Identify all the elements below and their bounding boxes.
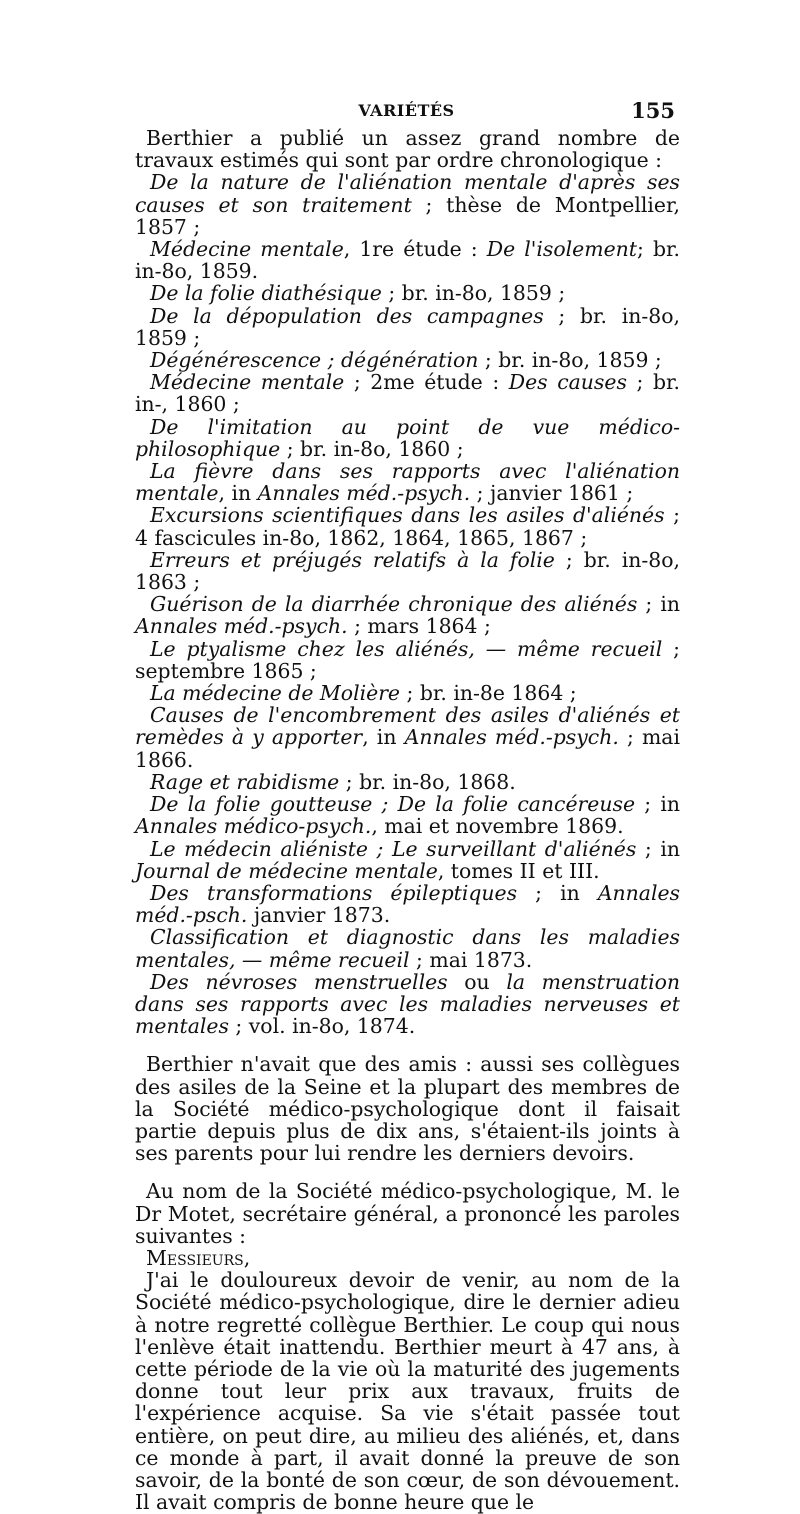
work-details: ; br. in-8o, 1863 ; [135,547,680,595]
work-title: La médecine de Molière [150,681,401,706]
work-item [135,593,680,637]
work-title: De la nature de l'aliénation mentale d'après ses causes et son traitement [135,170,680,217]
work-item [135,238,680,282]
work-details: ; 4 fascicules in-8o, 1862, 1864, 1865, 1867 ; [135,503,680,550]
work-item [135,971,680,1038]
work-title: Erreurs et préjugés relatifs à la folie [150,547,555,572]
work-details: , 1re étude : [343,237,487,262]
work-details: ou [447,969,507,994]
work-details: janvier 1873. [247,903,391,928]
work-title: De l'imitation au point de vue médico-philosophique [135,414,680,461]
work-details: , in [362,725,405,750]
work-title: Le ptyalisme chez les aliénés, — même recueil [150,636,663,661]
work-title: De la dépopulation des campagnes [150,303,544,328]
work-details: ; br. in-8o, 1859 ; [135,303,680,350]
work-title: Classification et diagnostic dans les maladies mentales, — même recueil [135,925,680,972]
work-details: ; in [636,836,680,861]
page-body [135,127,680,1513]
work-details: ; in [637,592,680,617]
work-details: ; br. in-, 1860 ; [135,370,680,417]
work-title: la menstruation dans ses rapports avec les maladies nerveuses et mentales [135,969,681,1039]
work-details: ; janvier 1861 ; [470,481,634,506]
paragraph-speech: J'ai le douloureux devoir de venir, au nom de la Société médico-psychologique, dire le dernier adieu à notre regretté collègue Berthier. Le coup qui nous l'enlève était inattendu. Berthier meurt à 47 ans, à cette période de la vie où la maturité des jugements donne tout leur prix aux travaux, fruits de l'expérience acquise. Sa vie s'était passée tout entière, on peut dire, au milieu des aliénés, et, dans ce monde à part, il avait donné la preuve de son savoir, de la bonté de son cœur, de son dévouement. Il avait compris de bonne heure que le [135,1268,680,1514]
work-title: Causes de l'encombrement des asiles d'aliénés et remèdes à y apporter [135,703,680,750]
work-title: Dégénérescence ; dégénération [150,348,479,373]
work-item [135,638,680,682]
work-item [135,771,680,793]
work-title: La fièvre dans ses rapports avec l'aliénation mentale [135,459,680,506]
work-item [135,460,680,504]
section-gap [135,1037,680,1053]
work-title: Guérison de la diarrhée chronique des aliénés [150,592,638,617]
work-title: Annales médico-psych. [135,814,372,839]
work-title: Excursions scientifiques dans les asiles d'aliénés [150,503,665,528]
work-item [135,549,680,593]
work-details: ; mai 1873. [409,947,533,972]
work-title: De l'isolement [486,237,637,262]
work-details: , in [218,481,258,506]
work-details: , tomes II et III. [437,858,600,883]
work-details: ; mai 1866. [135,725,680,772]
work-item [135,371,680,415]
work-item [135,504,680,548]
work-title: Des causes [508,370,627,395]
paragraph-friends: Berthier n'avait que des amis : aussi ses collègues des asiles de la Seine et la plupart des membres de la Société médico-psychologique dont il faisait partie depuis plus de dix ans, s'étaient-ils joints à ses parents pour lui rendre les derniers devoirs. [135,1052,680,1166]
work-item [135,282,680,304]
work-title: De la folie goutteuse ; De la folie cancéreuse [150,792,636,817]
work-details: ; br. in-8e 1864 ; [400,681,577,706]
work-item [135,416,680,460]
work-details: , mai et novembre 1869. [371,814,624,839]
paragraph-speech-intro: Au nom de la Société médico-psychologique, M. le Dr Motet, secrétaire général, a prononcé les paroles suivantes : [135,1179,680,1248]
work-title: Annales méd.-psych. [135,614,348,639]
work-item [135,793,680,837]
work-title: Rage et rabidisme [150,769,340,794]
work-title: Médecine mentale [150,370,345,395]
work-title: Annales méd.-psych. [404,725,619,750]
work-title: De la folie diathésique [150,281,382,306]
work-details: ; br. in-8o, 1859. [135,237,680,284]
work-title: Médecine mentale [150,237,344,262]
work-details: ; br. in-8o, 1859 ; [381,281,566,306]
work-item [135,704,680,771]
work-details: ; septembre 1865 ; [135,636,681,683]
work-details: ; br. in-8o, 1859 ; [478,348,662,373]
work-title: Annales méd.-psych. [257,481,471,506]
work-item [135,882,680,926]
intro-paragraph: Berthier a publié un assez grand nombre de travaux estimés qui sont par ordre chronologique : [135,126,680,173]
work-title: Des transformations épileptiques [150,880,518,905]
work-item [135,926,680,970]
work-item [135,171,680,238]
work-title: Le médecin aliéniste ; Le surveillant d'aliénés [150,836,637,861]
work-details: ; in [635,792,680,817]
work-item [135,305,680,349]
work-title: Journal de médecine mentale [135,858,438,883]
work-details: ; br. in-8o, 1868. [339,769,516,794]
work-title: Annales méd.-psch. [135,880,681,928]
salutation: Messieurs, [146,1245,251,1270]
work-details: ; br. in-8o, 1860 ; [280,436,464,461]
running-title: VARIÉTÉS [358,101,455,120]
works-list [135,171,680,1037]
work-details: ; mars 1864 ; [347,614,491,639]
work-details: ; 2me étude : [344,370,509,395]
work-item [135,349,680,371]
work-details: ; in [517,880,598,905]
work-item [135,838,680,882]
work-item [135,682,680,704]
work-title: Des névroses menstruelles [150,969,448,994]
work-details: ; thèse de Montpellier, 1857 ; [135,192,680,239]
section-gap [135,1164,680,1180]
work-details: ; vol. in-8o, 1874. [228,1014,416,1039]
page-number: 155 [631,98,675,123]
